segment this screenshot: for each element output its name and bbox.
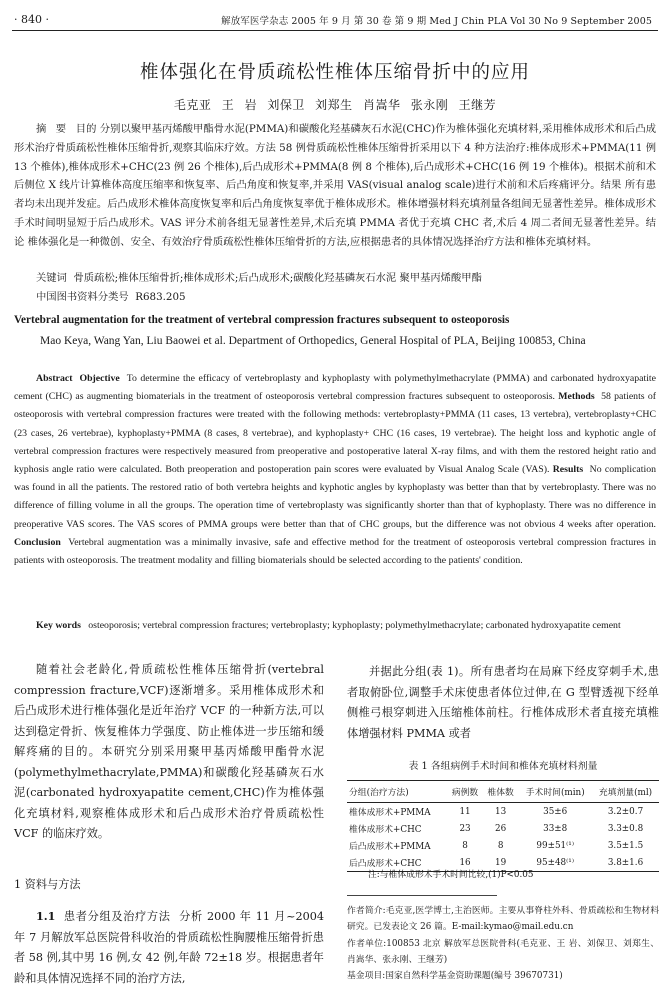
table-cell: 13 (495, 806, 507, 817)
chinese-keywords-label: 关键词 (36, 272, 67, 284)
chinese-keywords-text: 骨质疏松;椎体压缩骨折;椎体成形术;后凸成形术;碳酸化羟基磷灰石水泥 聚甲基丙烯酸甲酯 (73, 272, 482, 284)
table-header-group: 分组(治疗方法) (347, 781, 447, 803)
abstract-label: Abstract (36, 373, 73, 384)
footnote-author-bio: 作者简介:毛克亚,医学博士,主治医师。主要从事脊柱外科、骨质疏松和生物材料研究。已发表论文 26 篇。E-mail:kymao@mail.edu.cn (347, 906, 659, 933)
page-number: · 840 · (14, 13, 49, 26)
footnote-rule (347, 895, 497, 896)
classification-value: R683.205 (135, 291, 186, 303)
article-title: 椎体强化在骨质疏松性椎体压缩骨折中的应用 (139, 62, 530, 83)
table-row (347, 820, 659, 837)
english-abstract (14, 370, 656, 570)
table-cell: 3.8±1.6 (592, 854, 659, 872)
data-table (347, 780, 659, 872)
chinese-abstract-label: 摘 要 (36, 123, 70, 135)
results-label: Results (552, 464, 584, 476)
subsection-text: 分析 2000 年 11 月~2004 年 7 月解放军总医院骨科收治的骨质疏松性胸腰椎压缩骨折患者 58 例,其中男 16 例,女 42 例,年龄 72±18 岁。根据患者年龄和具体情况选择不同的治疗方法, (14, 910, 324, 985)
table-cell: 33±8 (543, 823, 568, 834)
english-keywords-text: osteoporosis; vertebral compression fractures; vertebroplasty; kyphoplasty; polymethylmethacrylate; carbonated hydroxyapatite cement (88, 620, 621, 631)
chinese-abstract (14, 120, 656, 252)
classification-label: 中国图书资料分类号 (36, 291, 129, 303)
results-text: No complication was found in all the patients. The restored ratio of both vertebra heights and kyphotic angles by kyphoplasty was better than that by vertebroplasty. There was no difference of filling volume in all the groups. The operation time of vertebroplasty was significantly shorter than that of kyphoplasty. There was no difference in preoperative VAS scores. The VAS scores of PMMA groups were better than that of CHC groups, but the difference was not obvious 4 weeks after operation. (14, 464, 657, 530)
table-cell: 8 (497, 840, 504, 851)
journal-header: 解放军医学杂志 2005 年 9 月 第 30 卷 第 9 期 Med J Chin PLA Vol 30 No 9 September 2005 (221, 16, 652, 27)
table-cell: 3.3±0.8 (607, 823, 644, 834)
table-header-vertebrae: 椎体数 (483, 781, 519, 803)
table-cell: 8 (462, 840, 468, 851)
table-cell: 35±6 (543, 806, 568, 817)
table-header-filling-volume: 充填剂量(ml) (592, 781, 659, 803)
table-cell: 19 (483, 854, 519, 872)
footnote-affiliation: 作者单位:100853 北京 解放军总医院骨科(毛克亚、王 岩、刘保卫、刘郑生、肖嵩华、张永刚、王继芳) (347, 938, 659, 965)
conclusion-label: Conclusion (14, 536, 61, 548)
english-title: Vertebral augmentation for the treatment of vertebral compression fractures subsequent to osteoporosis (14, 314, 510, 326)
table-cell: 26 (495, 823, 507, 834)
introduction-paragraph: 随着社会老龄化,骨质疏松性椎体压缩骨折(vertebral compression fracture,VCF)逐渐增多。采用椎体成形术和后凸成形术进行椎体强化是近年治疗 VCF 的一种新方法,可以达到稳定骨折、恢复椎体力学强度、防止椎体进一步压缩和缓解疼痛的目的。本研究分别采用聚甲基丙烯酸甲酯骨水泥(polymethylmethacrylate,PMMA)和碳酸化羟基磷灰石水泥(carbonated hydroxyapatite cement,CHC)作为椎体强化充填材料,观察椎体成形术和后凸成形术治疗骨质疏松性 VCF 的临床疗效。 (14, 663, 324, 840)
table-cell: 23 (459, 823, 471, 834)
table-cell: 99±51⁽¹⁾ (536, 840, 574, 851)
table-cell: 11 (459, 806, 471, 817)
table-cell: 后凸成形术+CHC (347, 854, 447, 872)
table-cell: 后凸成形术+PMMA (349, 842, 431, 852)
chinese-keywords (14, 269, 656, 288)
table-cell: 3.2±0.7 (607, 806, 644, 817)
methods-text: 58 patients of osteoporosis with vertebral compression fractures were treated with the following methods: vertebroplasty+PMMA (11 cases, 13 vertebra), vertebroplasty+CHC (23 cases, 26 vertebrae), kyphoplasty+PMMA (8 cases, 8 vertebrae), and kyphoplasty+ CHC (16 cases, 19 vertebrae). The height loss and kyphotic angle of vertebral compression fractures were respectively measured from preoperative and postoperative lateral X-ray films, and with them the restored height ratio and kyphosis angle ratio were calculated. Both preoperation and postoperation pain scores were evaluated by Visual Analog Scale (VAS). (14, 391, 656, 476)
table-cell: 16 (447, 854, 483, 872)
table-cell: 椎体成形术+PMMA (349, 808, 431, 818)
table-header-operation-time: 手术时间(min) (518, 781, 592, 803)
table-cell: 椎体成形术+CHC (349, 825, 422, 835)
subsection-heading: 患者分组及治疗方法 (63, 910, 171, 923)
conclusion-text: Vertebral augmentation was a minimally invasive, safe and effective method for the treatment of osteoporosis vertebral compression fractures in patients with osteoporosis. The treatment modality and filling biomaterials should be selected according to the patients' condition. (14, 536, 656, 567)
table-cell: 3.5±1.5 (607, 840, 644, 851)
table-header-cases: 病例数 (447, 781, 483, 803)
footnote-funding: 基金项目:国家自然科学基金资助课题(编号 39670731) (347, 971, 563, 982)
table-row (347, 803, 659, 821)
objective-label: Objective (79, 373, 120, 384)
grouping-continuation-paragraph: 并据此分组(表 1)。所有患者均在局麻下经皮穿刺手术,患者取俯卧位,调整手术床使患者体位过伸,在 G 型臂透视下经单侧椎弓根穿刺进入压缩椎体前柱。行椎体成形术者直接充填椎体增强材料 PMMA 或者 (347, 665, 659, 740)
table-header-row (347, 781, 659, 803)
table-row (347, 837, 659, 854)
chinese-abstract-text: 目的 分别以聚甲基丙烯酸甲酯骨水泥(PMMA)和碳酸化羟基磷灰石水泥(CHC)作为椎体强化充填材料,采用椎体成形术和后凸成形术治疗骨质疏松性椎体压缩骨折,观察其临床疗效。方法 58 例骨质疏松性椎体压缩骨折采用以下 4 种方法治疗:椎体成形术+PMMA(11 例 13 个椎体),椎体成形术+CHC(23 例 26 个椎体),后凸成形术+PMMA(8 例 8 个椎体),后凸成形术+CHC(16 例 19 个椎体)。根据术前和术后侧位 X 线片计算椎体高度压缩率和恢复率、后凸角度和恢复率,并采用 VAS(visual analog scale)进行术前和术后疼痛评分。结果 所有患者均未出现并发症。后凸成形术椎体高度恢复率和后凸角度恢复率优于椎体成形术。椎体增强材料充填剂量各组间无显著性差异。椎体成形术手术时间明显短于后凸成形术。VAS 评分术前各组无显著性差异,术后充填 PMMA 者优于充填 CHC 者,术后 4 周二者间无显著性差异。结论 椎体强化是一种微创、安全、有效治疗骨质疏松性椎体压缩骨折的方法,应根据患者的具体情况选择治疗方法和椎体充填材料。 (14, 123, 656, 248)
table-cell: 95±48⁽¹⁾ (518, 854, 592, 872)
english-keywords-label: Key words (36, 620, 81, 631)
classification-code (14, 288, 656, 307)
table-title: 表 1 各组病例手术时间和椎体充填材料剂量 (408, 761, 598, 772)
table-note: 注:与椎体成形术手术时间比较,(1)P<0.05 (368, 870, 534, 880)
subsection-grouping (14, 906, 324, 989)
header-rule (12, 30, 658, 31)
english-authors: Mao Keya, Wang Yan, Liu Baowei et al. Department of Orthopedics, General Hospital of PLA, Beijing 100853, China (40, 335, 586, 347)
english-keywords (14, 617, 656, 635)
objective-text: To determine the efficacy of vertebroplasty and kyphoplasty with polymethylmethacrylate (PMMA) and carbonated hydroxyapatite cement (CHC) as augmenting biomaterials in the treatment of osteoporosis vertebral compression fractures subsequent to osteoporosis. (14, 373, 656, 403)
subsection-number: 1.1 (36, 909, 56, 923)
methods-label: Methods (558, 391, 595, 403)
section-heading-materials-methods: 1 资料与方法 (14, 878, 81, 891)
author-list: 毛克亚 王 岩 刘保卫 刘郑生 肖嵩华 张永刚 王继芳 (173, 98, 497, 112)
footnotes (347, 903, 659, 984)
